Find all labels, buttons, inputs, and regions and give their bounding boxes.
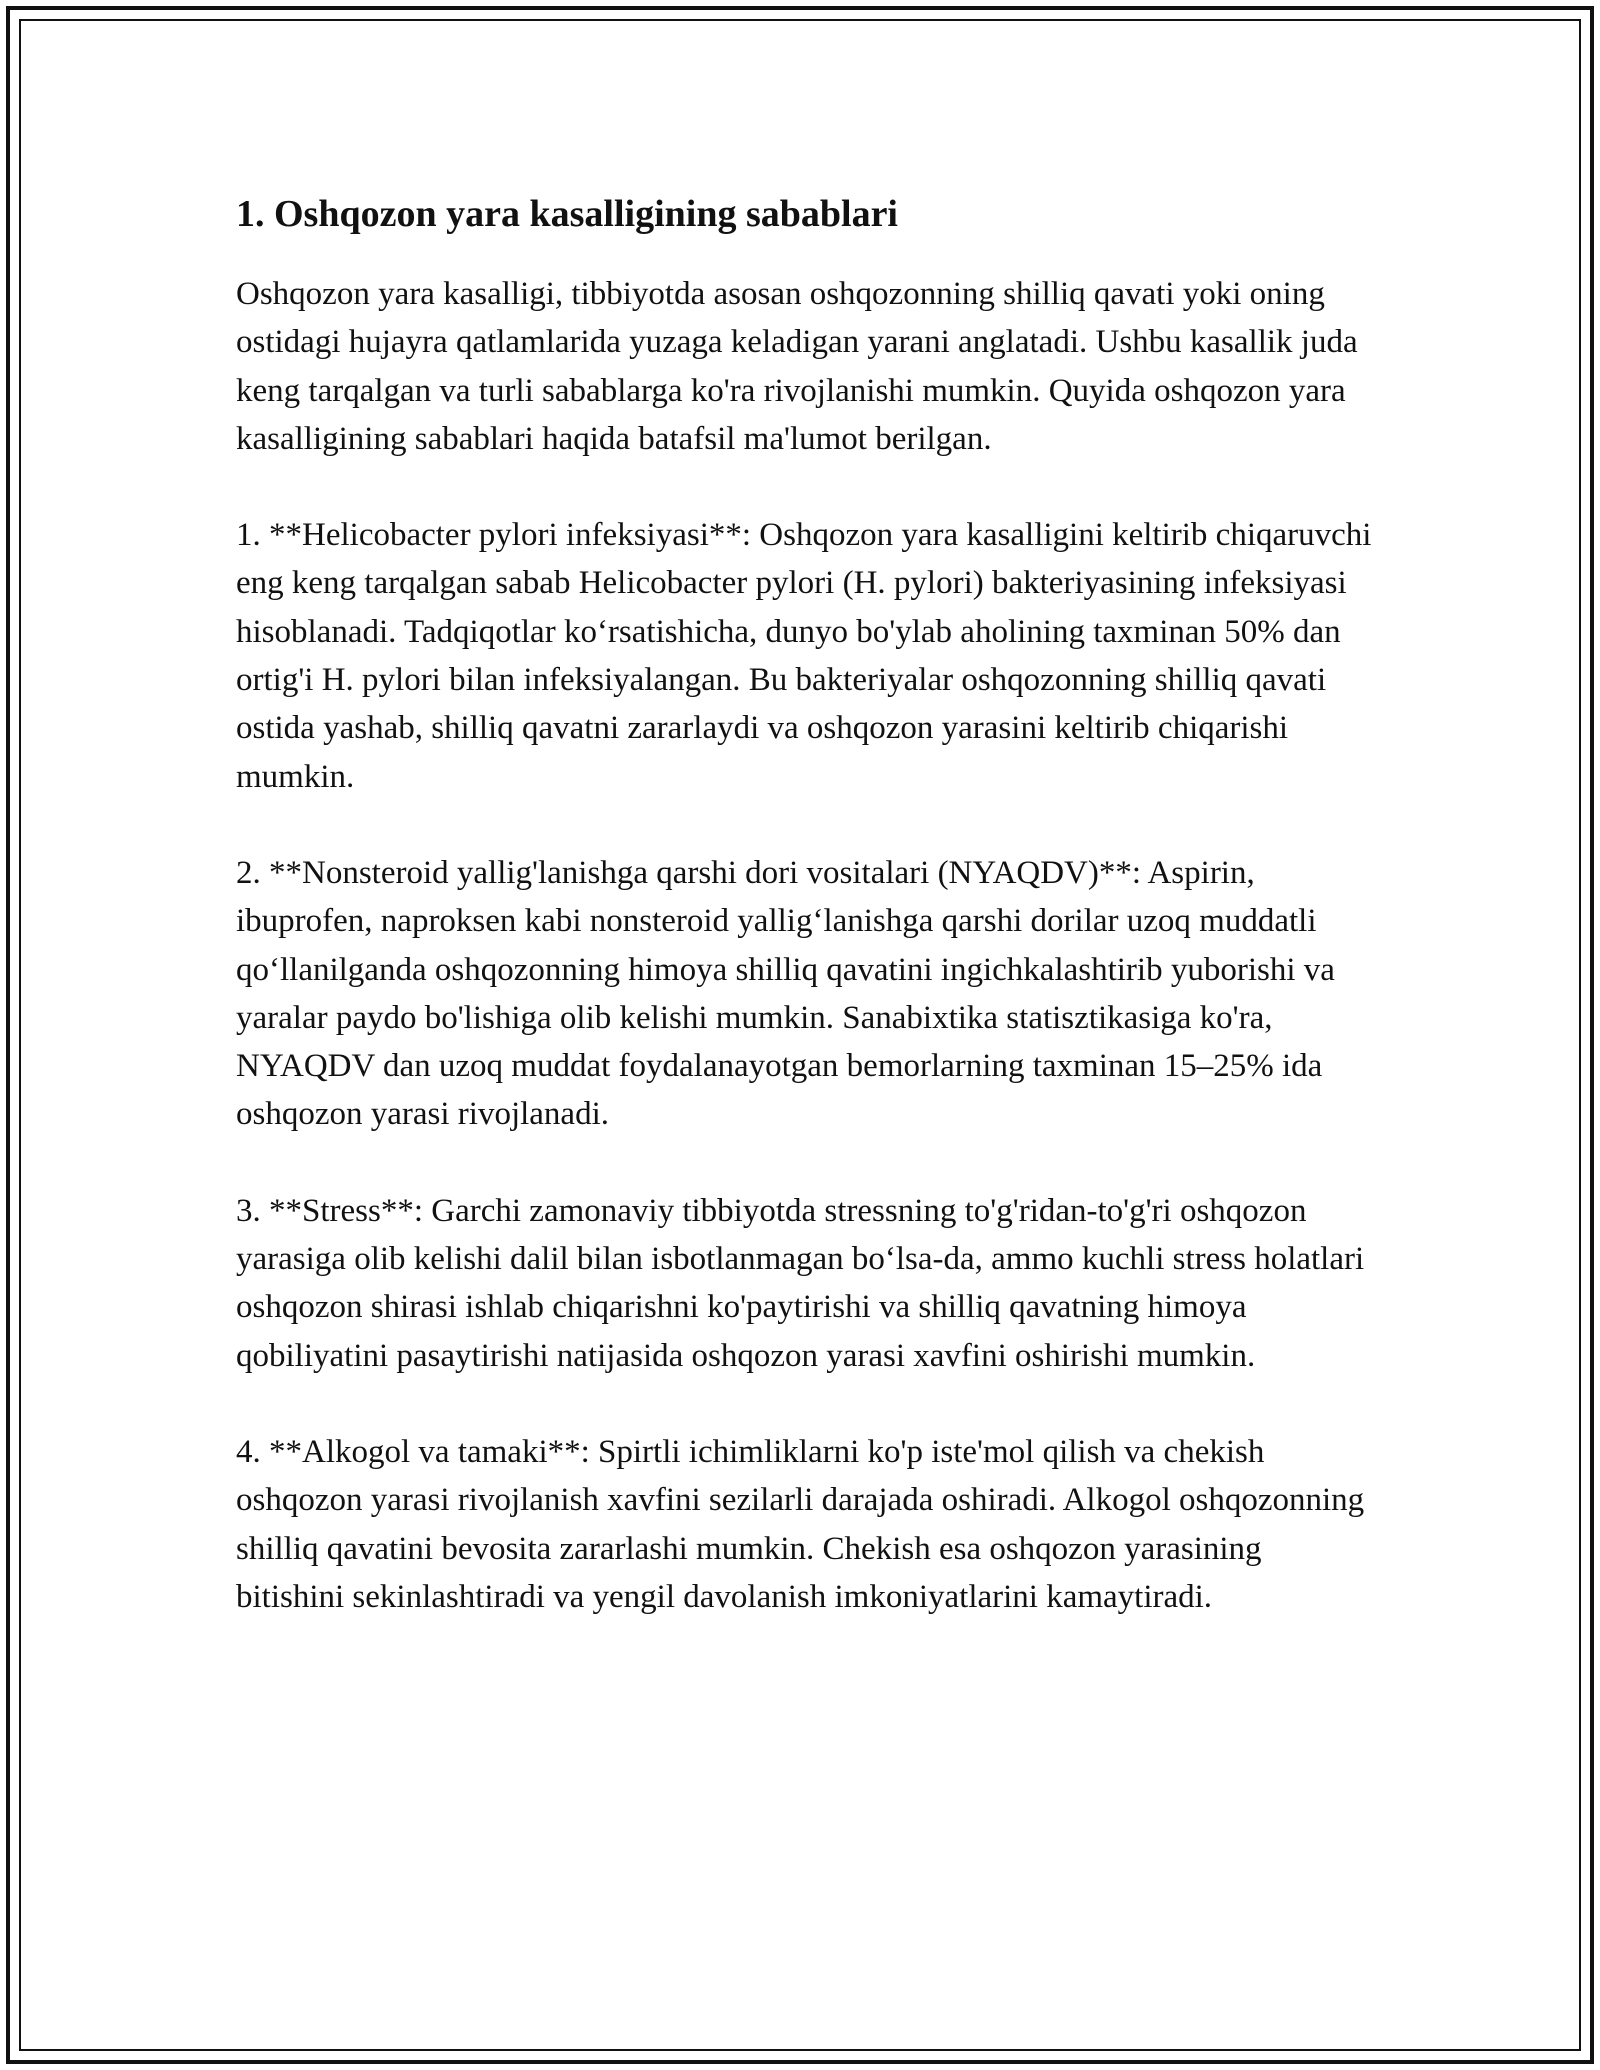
cause-paragraph-nsaid: 2. **Nonsteroid yallig'lanishga qarshi dori vositalari (NYAQDV)**: Aspirin, ibuprofen, naproksen kabi nonsteroid yallig‘lanishga qarshi dorilar uzoq muddatli qo‘llanilganda oshqozonning himoya shilliq qavatini ingichkalashtirib yuborishi va yaralar paydo bo'lishiga olib kelishi mumkin. Sanabixtika statisztikasiga ko'ra, NYAQDV dan uzoq muddat foydalanayotgan bemorlarning taxminan 15–25% ida oshqozon yarasi rivojlanadi. bbox=[236, 854, 1335, 1133]
document-title: 1. Oshqozon yara kasalligining sabablari bbox=[236, 193, 898, 235]
cause-paragraph-alcohol-tobacco: 4. **Alkogol va tamaki**: Spirtli ichimliklarni ko'p iste'mol qilish va chekish oshqozon yarasi rivojlanish xavfini sezilarli darajada oshiradi. Alkogol oshqozonning shilliq qavatini bevosita zararlashi mumkin. Chekish esa oshqozon yarasining bitishini sekinlashtiradi va yengil davolanish imkoniyatlarini kamaytiradi. bbox=[236, 1433, 1365, 1615]
cause-paragraph-stress: 3. **Stress**: Garchi zamonaviy tibbiyotda stressning to'g'ridan-to'g'ri oshqozon yarasiga olib kelishi dalil bilan isbotlanmagan bo‘lsa-da, ammo kuchli stress holatlari oshqozon shirasi ishlab chiqarishni ko'paytirishi va shilliq qavatning himoya qobiliyatini pasaytirishi natijasida oshqozon yarasi xavfini oshirishi mumkin. bbox=[236, 1192, 1365, 1374]
intro-paragraph: Oshqozon yara kasalligi, tibbiyotda asosan oshqozonning shilliq qavati yoki oning ostidagi hujayra qatlamlarida yuzaga keladigan yarani anglatadi. Ushbu kasallik juda keng tarqalgan va turli sabablarga ko'ra rivojlanishi mumkin. Quyida oshqozon yara kasalligining sabablari haqida batafsil ma'lumot berilgan. bbox=[236, 276, 1358, 457]
cause-paragraph-h-pylori: 1. **Helicobacter pylori infeksiyasi**: Oshqozon yara kasalligini keltirib chiqaruvchi eng keng tarqalgan sabab Helicobacter pylori (H. pylori) bakteriyasining infeksiyasi hisoblanadi. Tadqiqotlar ko‘rsatishicha, dunyo bo'ylab aholining taxminan 50% dan ortig'i H. pylori bilan infeksiyalangan. Bu bakteriyalar oshqozonning shilliq qavati ostida yashab, shilliq qavatni zararlaydi va oshqozon yarasini keltirib chiqarishi mumkin. bbox=[236, 517, 1372, 795]
document-body bbox=[236, 188, 1376, 1669]
